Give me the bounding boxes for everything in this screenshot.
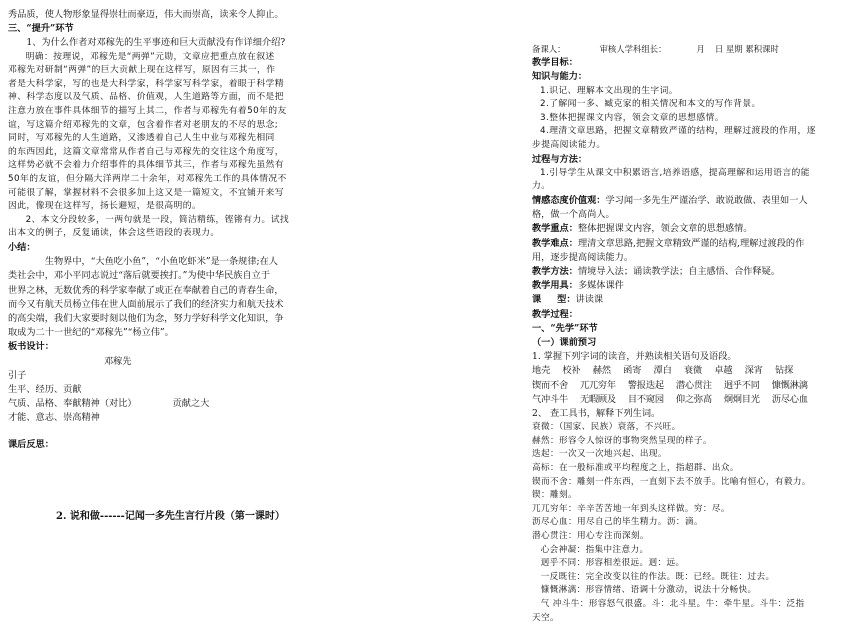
word: 锲而不舍	[532, 379, 568, 391]
word: 深宵	[744, 365, 763, 377]
word: 校补	[562, 365, 581, 377]
method-line	[532, 265, 852, 279]
question-2-line: 2、本文分段较多，一两句就是一段，简洁精练，铿锵有力。试找	[25, 214, 290, 225]
summary-line: 类社会中，邓小平同志说过“落后就要挨打。”为使中华民族自立于	[8, 270, 271, 282]
word: 无暇顾及	[579, 393, 616, 405]
definition: 迥乎不同：形容相差很远。迥：远。	[540, 558, 685, 569]
header-day: 日	[714, 44, 724, 54]
answer-block	[8, 51, 326, 241]
definition: 气 冲斗牛：形容怒气很盛。斗：北斗星。牛：牵牛星。斗牛：泛指	[540, 598, 805, 609]
definition: 锲：雕刻。	[532, 490, 577, 501]
intro-text: 秀品质，使人物形象显得崇壮而豪迈，伟大而崇高，读来令人抑止。	[8, 9, 284, 20]
answer-line: 50年的友谊，但分隔大洋两岸二十余年，对邓稼先工作的具体情况不	[8, 173, 287, 184]
difficulty-text-2: 用，逐步提高阅读能力。	[532, 251, 634, 263]
knowledge-list	[532, 85, 852, 153]
emotion-text-2: 格，做一个高尚人。	[532, 209, 615, 221]
goals-heading: 教学目标：	[532, 57, 578, 69]
board-row-left: 气质、品格、奉献精神（对比）	[8, 398, 137, 410]
header-month: 月	[696, 44, 705, 54]
word: 目不窥园	[627, 393, 664, 405]
header-weekday: 星期	[725, 44, 743, 54]
word: 衰微	[683, 365, 703, 377]
process-line: 力。	[532, 181, 551, 192]
answer-line: 因此，像现在这样写，扬长避短，是很高明的。	[8, 201, 202, 212]
reflection-heading: 课后反思：	[8, 438, 54, 450]
board-row	[8, 397, 326, 411]
section1-heading: 一、“先学”环节	[532, 322, 598, 334]
difficulty-text: 理清文章思路,把握文章精致严谨的结构,理解过渡段的作	[577, 237, 805, 249]
definition: 慷慨淋漓：形容情绪、语调十分激动，说法十分畅快。	[540, 585, 757, 596]
summary-line: 生物界中，“大鱼吃小鱼”，“小鱼吃虾米”是一条规律;在人	[44, 256, 278, 268]
key-line	[532, 222, 852, 236]
word: 慷慨淋漓	[771, 379, 808, 391]
question-2-line: 出本文的例子，反复诵读，体会这些语段的表现力。	[8, 228, 220, 239]
word: 仰之弥高	[675, 393, 712, 405]
word: 警报迭起	[627, 379, 664, 391]
key-label: 教学重点：	[532, 223, 578, 235]
word: 气冲斗牛	[532, 393, 568, 405]
method-text: 情境导入法；诵读教学法；自主感悟、合作释疑。	[577, 265, 781, 277]
word: 炯炯目光	[723, 393, 760, 405]
board-line: 才能、意志、崇高精神	[8, 412, 100, 424]
definition: 兀兀穷年：辛辛苦苦地一年到头这样做。穷：尽。	[532, 503, 730, 514]
word: 潜心贯注	[675, 379, 712, 391]
word: 迥乎不同	[723, 379, 760, 391]
emotion-text: 学习闻一多先生严谨治学、敢说敢做、表里如一人	[605, 194, 808, 206]
knowledge-item: 步提高阅读能力。	[532, 139, 606, 150]
lesson-2-title: 2. 说和做------记闻一多先生言行片段（第一课时）	[56, 510, 285, 522]
board-line: 引子	[8, 369, 27, 381]
board-row-right: 贡献之大	[172, 398, 210, 410]
board-line: 生平、经历、贡献	[8, 383, 82, 395]
answer-line: 可能很了解，掌握材料不会很多加上这又是一篇短文，不宜铺开来写	[8, 187, 284, 198]
answer-line: 的东西因此，这篇文章常常从作者自己与邓稼先的交往这个角度写，	[8, 146, 284, 157]
answer-line: 邓稼先对研制“两弹”的巨大贡献上现在这样写，原因有三其一，作	[8, 65, 276, 76]
key-text: 整体把握课文内容，领会文章的思想感情。	[577, 223, 753, 235]
summary-line: 的高尖端，我们大家要时刻以他们为念，努力学好科学文化知识，争	[8, 312, 284, 324]
tool-label: 教学用具：	[532, 280, 578, 292]
knowledge-item: 2.了解闻一多、臧克家的相关情况和本文的写作背景。	[540, 99, 761, 110]
header-group-leader: 审核人学科组长：	[599, 44, 667, 54]
header-prep: 备课人：	[532, 44, 566, 54]
definition: 衰微：（国家、民族）衰落，不兴旺。	[532, 422, 681, 433]
knowledge-item: 1.识记、理解本文出现的生字词。	[540, 85, 678, 96]
question-1: 1、为什么作者对邓稼先的生平事迹和巨大贡献没有作详细介绍?	[26, 37, 286, 49]
board-name: 邓稼先	[104, 355, 132, 367]
knowledge-item: 3.整体把握课文内容，领会文章的思想感情。	[540, 112, 724, 123]
word: 函寄	[623, 365, 642, 377]
process-line: 1.引导学生从课文中积累语言,培养语感，提高理解和运用语言的能	[540, 167, 810, 178]
type-line	[532, 293, 852, 307]
answer-line: 谊，写这篇介绍邓稼先的文章，包含着作者对老朋友的不尽的思念;	[8, 119, 279, 130]
answer-line: 注意力放在事件具体细节的描写上其二，作者与邓稼先有着50年的友	[8, 105, 287, 116]
definition: 赫然：形容令人惊讶的事物突然呈现的样子。	[532, 435, 712, 446]
word: 地壳	[532, 365, 551, 377]
word: 潭白	[653, 365, 672, 377]
board-design-heading: 板书设计：	[8, 341, 54, 353]
summary-line: 世界之林，无数优秀的科学家奉献了或正在奉献着自己的青春生命，	[8, 284, 284, 296]
process2-heading: 教学过程：	[532, 308, 578, 320]
header-line	[532, 42, 852, 56]
section3-heading: 三、“提升”环节	[8, 23, 74, 35]
word: 兀兀穷年	[579, 379, 616, 391]
definition: 沥尽心血：用尽自己的毕生精力。沥：滴。	[532, 517, 703, 528]
answer-line: 神、科学态度以及气质、品格、价值观，人生道路等方面，而不是把	[8, 92, 284, 103]
header-total: 累积课时	[745, 44, 779, 54]
definition: 一反既往：完全改变以往的作法。既：已经。既往：过去。	[540, 571, 775, 582]
definition: 迭起：一次又一次地兴起、出现。	[532, 449, 667, 460]
emotion-line	[532, 194, 852, 208]
word: 赫然	[592, 365, 612, 377]
word-row	[532, 379, 852, 393]
task-2: 2、 查工具书，解释下列生词。	[532, 408, 661, 420]
word-row	[532, 364, 852, 378]
knowledge-item: 4.理清文章思路，把握文章精致严谨的结构，理解过渡段的作用，逐	[540, 126, 816, 137]
answer-line: 同时，写邓稼先的人生道路，又渗透着自己人生中业与邓稼先相同	[8, 133, 275, 144]
sub1-heading: （一）课前预习	[532, 337, 597, 348]
type-label: 课 型：	[532, 294, 576, 306]
answer-line: 者是大科学家，写的也是大科学家，科学家写科学家，着眼于科学精	[8, 78, 284, 89]
word: 卓越	[714, 365, 733, 377]
task-1: 1. 掌握下列字词的读音，并熟读相关语句及语段。	[532, 351, 737, 363]
summary-line: 而今又有航天员杨立伟在世人面前展示了我们的经济实力和航天技术	[8, 298, 284, 310]
difficulty-line	[532, 237, 852, 251]
word: 沥尽心血	[771, 393, 808, 405]
method-label: 教学方法：	[532, 265, 578, 277]
left-column	[8, 8, 326, 524]
definition: 心会神凝：指集中注意力。	[540, 544, 649, 555]
definition-list	[532, 421, 852, 625]
process-heading: 过程与方法：	[532, 153, 588, 165]
knowledge-heading: 知识与能力：	[532, 71, 588, 83]
difficulty-label: 教学难点：	[532, 237, 578, 249]
type-text: 讲读课	[575, 294, 604, 306]
tool-text: 多媒体课件	[577, 280, 624, 292]
definition: 天空。	[532, 612, 559, 623]
emotion-label: 情感态度价值观：	[532, 194, 606, 206]
answer-line: 明确：按理说，邓稼先是“两弹”元勋，文章应把重点放在叙述	[25, 51, 275, 62]
definition: 锲而不舍：雕刻一件东西，一直刻下去不放手。比喻有恒心，有毅力。	[532, 476, 811, 487]
tool-line	[532, 279, 852, 293]
summary-heading: 小结：	[8, 241, 36, 253]
word: 钻探	[775, 365, 794, 377]
definition: 潜心贯注：用心专注而深刻。	[532, 530, 649, 541]
word-row	[532, 393, 852, 407]
right-column	[532, 42, 852, 625]
summary-line: 取成为二十一世纪的“邓稼先”“杨立伟”。	[8, 327, 174, 339]
definition: 高标：在一般标准或平均程度之上，指超群、出众。	[532, 463, 739, 473]
answer-line: 这样势必就不会着力介绍事件的具体细节其三，作者与邓稼先虽然有	[8, 160, 284, 171]
